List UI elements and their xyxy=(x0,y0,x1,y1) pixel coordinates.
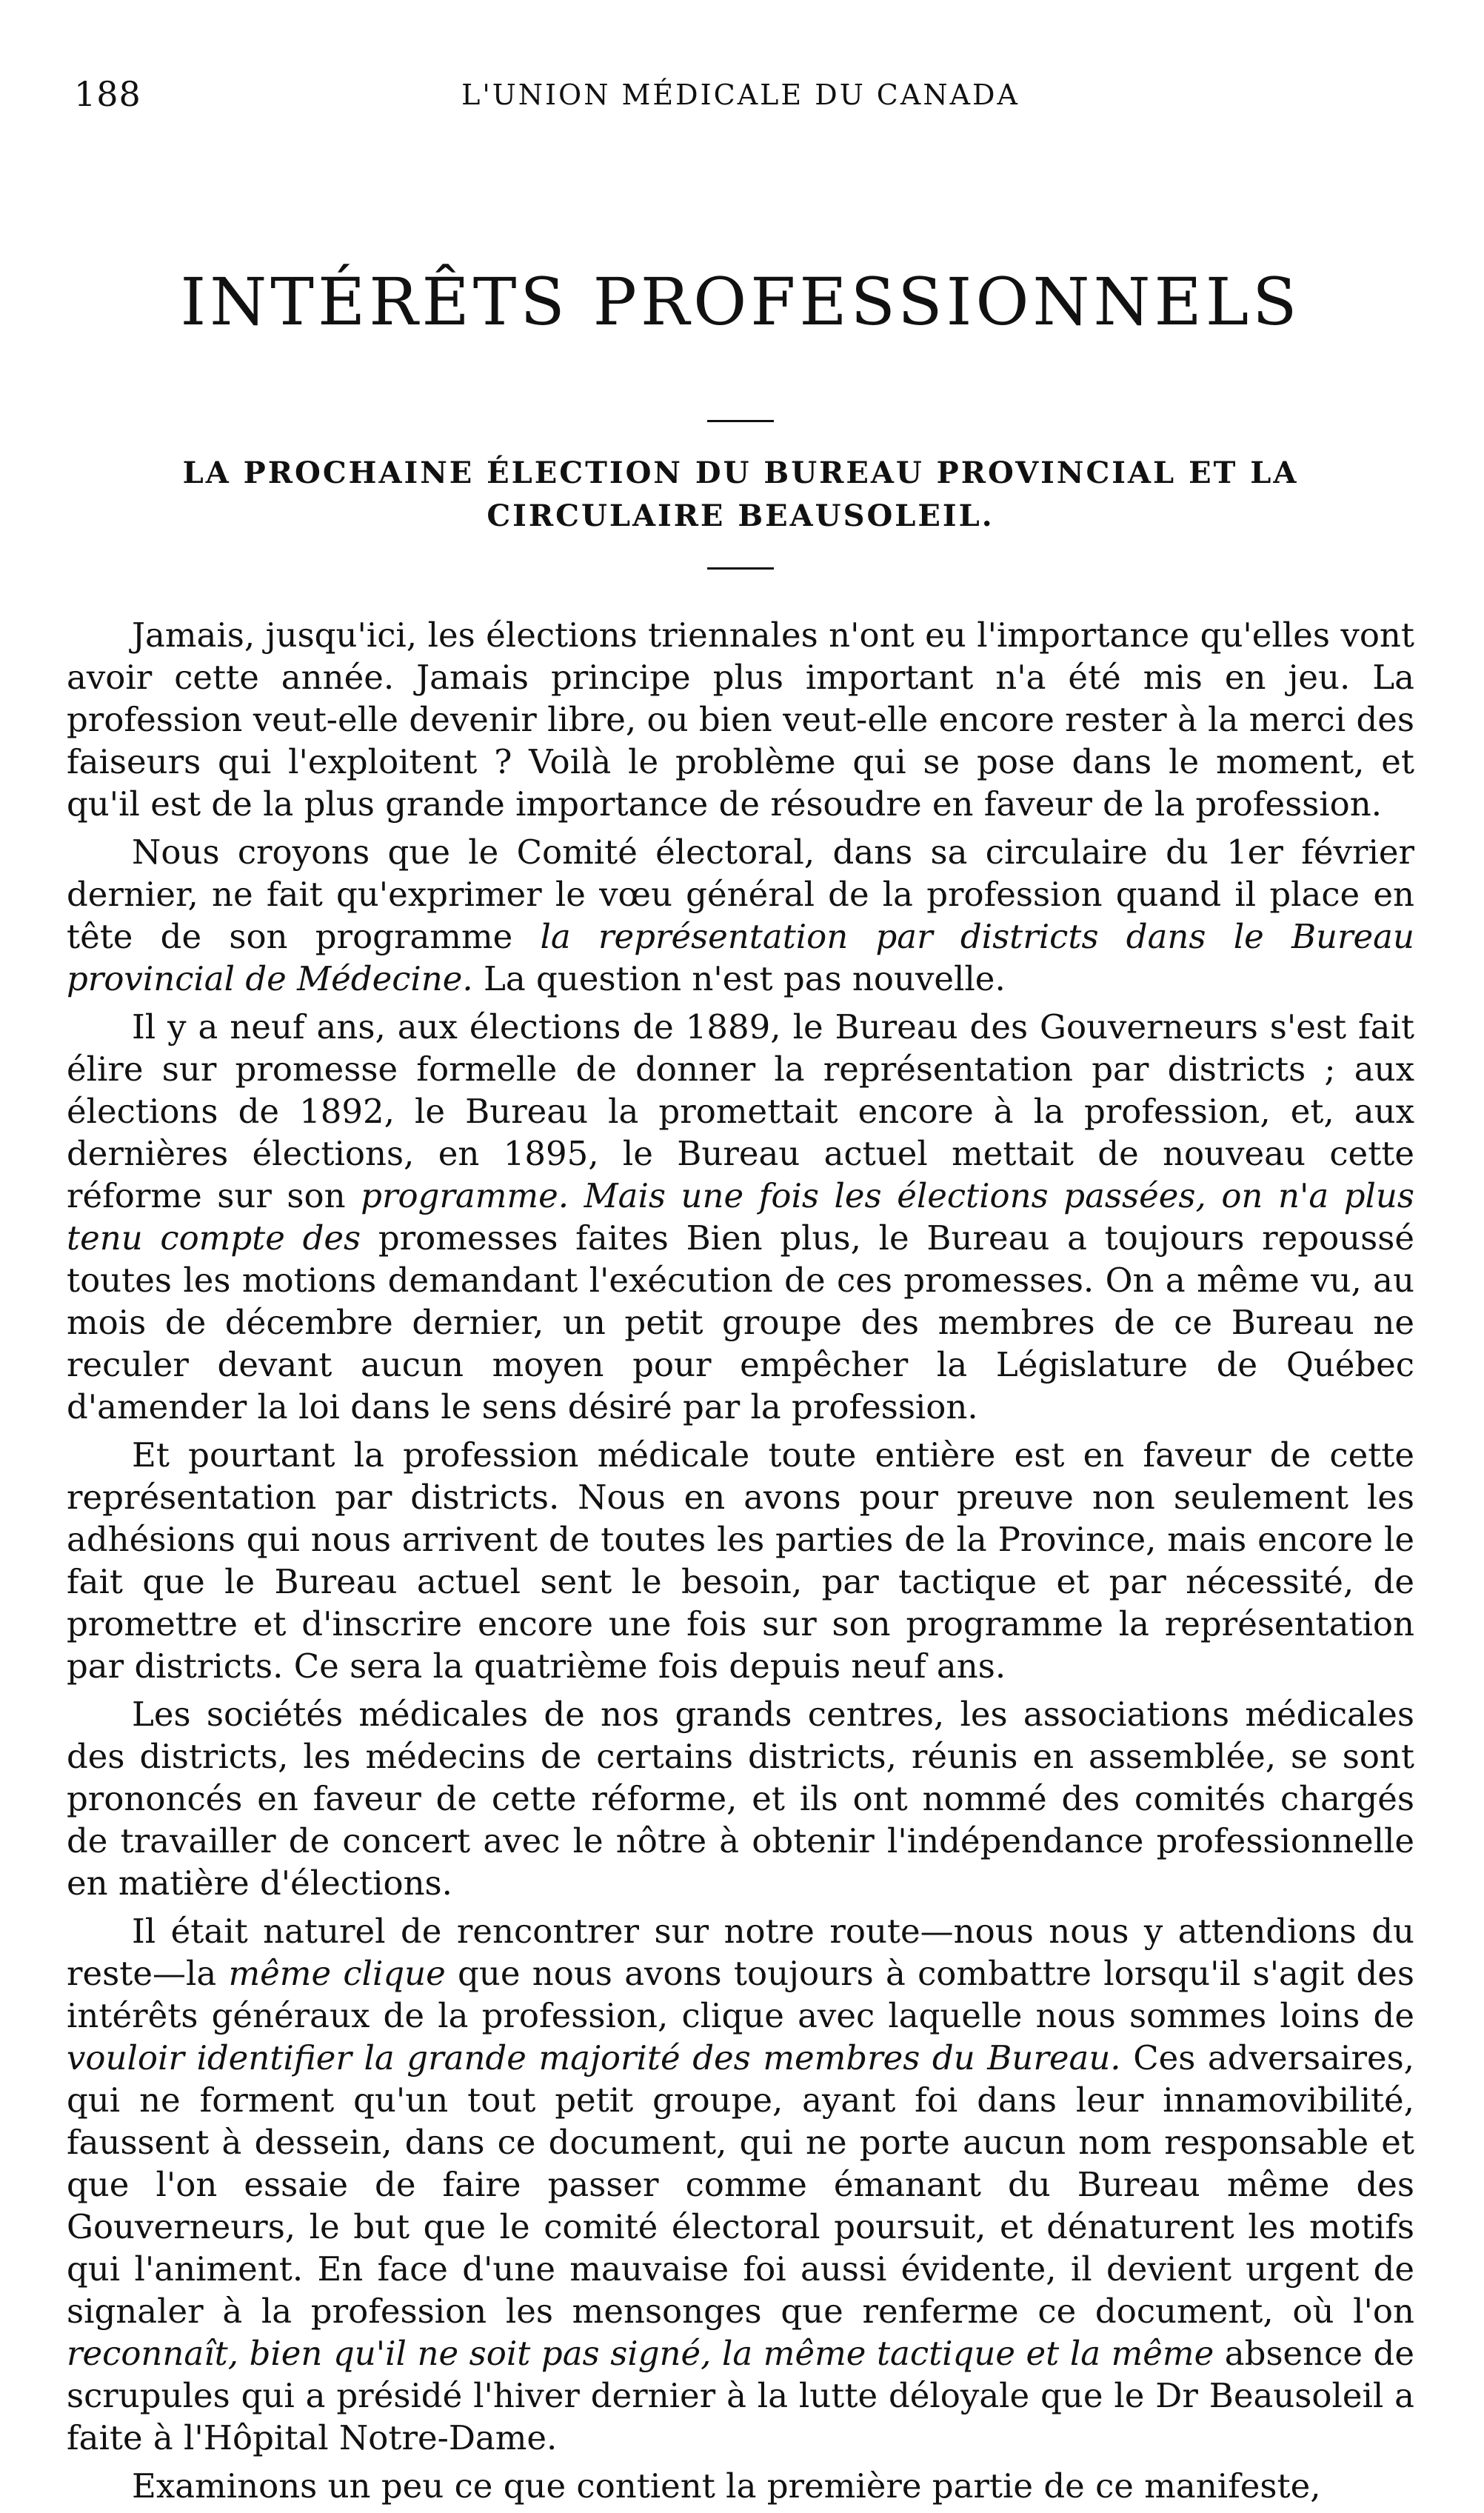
paragraph-6-emphasis-1: même clique xyxy=(228,1953,446,1993)
paragraph-1: Jamais, jusqu'ici, les élections triennales n'ont eu l'importance qu'elles vont avoir cette année. Jamais principe plus important n'a été mis en jeu. La profession veut-elle devenir libre, ou bien veut-elle encore rester à la merci des faiseurs qui l'exploitent ? Voilà le problème qui se pose dans le moment, et qu'il est de la plus grande importance de résoudre en faveur de la profession. xyxy=(67,615,1414,824)
paragraph-3-text-b: promesses faites Bien plus, le Bureau a toujours repoussé toutes les motions demandant l'exécution de ces promesses. On a même vu, au mois de décembre dernier, un petit groupe des membres de ce Bureau ne reculer devant aucun moyen pour empêcher la Législature de Québec d'amender la loi dans le sens désiré par la profession. xyxy=(67,1218,1414,1426)
paragraph-4: Et pourtant la profession médicale toute entière est en faveur de cette représentation par districts. Nous en avons pour preuve non seulement les adhésions qui nous arrivent de toutes les parties de la Province, mais encore le fait que le Bureau actuel sent le besoin, par tactique et par nécessité, de promettre et d'inscrire encore une fois sur son programme la représentation par districts. Ce sera la quatrième fois depuis neuf ans. xyxy=(67,1435,1414,1686)
paragraph-2-emphasis: la représentation par districts dans le Bureau provincial de Médecine. xyxy=(67,916,1414,998)
section-title: INTÉRÊTS PROFESSIONNELS xyxy=(180,264,1301,340)
paragraph-3-emphasis: programme. Mais une fois les élections passées, on n'a plus tenu compte des xyxy=(67,1175,1414,1258)
paragraph-3 xyxy=(67,1006,1414,1428)
paragraph-6-emphasis-2: vouloir identifier la grande majorité des membres du Bureau. xyxy=(67,2038,1121,2078)
subtitle-divider xyxy=(707,567,774,570)
paragraph-3-text-a: Il y a neuf ans, aux élections de 1889, le Bureau des Gouverneurs s'est fait élire sur promesse formelle de donner la représentation par districts ; aux élections de 1892, le Bureau la promettait encore à la profession, et, aux dernières élections, en 1895, le Bureau actuel mettait de nouveau cette réforme sur son xyxy=(67,1007,1414,1215)
paragraph-5: Les sociétés médicales de nos grands centres, les associations médicales des districts, les médecins de certains districts, réunis en assemblée, se sont prononcés en faveur de cette réforme, et ils ont nommé des comités chargés de travailler de concert avec le nôtre à obtenir l'indépendance professionnelle en matière d'élections. xyxy=(67,1694,1414,1903)
document-page xyxy=(67,74,1414,2513)
page-number: 188 xyxy=(74,74,141,114)
paragraph-6-text-c: Ces adversaires, qui ne forment qu'un tout petit groupe, ayant foi dans leur innamovibilité, faussent à dessein, dans ce document, qui ne porte aucun nom responsable et que l'on essaie de faire passer comme émanant du Bureau même des Gouverneurs, le but que le comité électoral poursuit, et dénaturent les motifs qui l'animent. En face d'une mauvaise foi aussi évidente, il devient urgent de signaler à la profession les mensonges que renferme ce document, où l'on xyxy=(67,2038,1414,2331)
paragraph-2-text-a: Nous croyons que le Comité électoral, dans sa circulaire du 1er février dernier, ne fait qu'exprimer le vœu général de la profession quand il place en tête de son programme xyxy=(67,832,1414,956)
title-divider xyxy=(707,420,774,422)
paragraph-6-emphasis-3: reconnaît, bien qu'il ne soit pas signé, la même tactique et la même xyxy=(67,2333,1214,2373)
paragraph-6-text-d: absence de scrupules qui a présidé l'hiver dernier à la lutte déloyale que le Dr Beausoleil a faite à l'Hôpital Notre-Dame. xyxy=(67,2333,1414,2457)
paragraph-6-text-a: Il était naturel de rencontrer sur notre route—nous nous y attendions du reste—la xyxy=(67,1911,1414,1993)
article-body xyxy=(67,614,1414,2507)
paragraph-2 xyxy=(67,831,1414,1000)
article-subtitle: LA PROCHAINE ÉLECTION DU BUREAU PROVINCIAL ET LA CIRCULAIRE BEAUSOLEIL. xyxy=(182,455,1299,533)
paragraph-7: Examinons un peu ce que contient la première partie de ce manifeste, xyxy=(132,2466,1321,2506)
journal-title: L'UNION MÉDICALE DU CANADA xyxy=(461,79,1020,111)
paragraph-6-text-b: que nous avons toujours à combattre lorsqu'il s'agit des intérêts généraux de la profession, clique avec laquelle nous sommes loins de xyxy=(67,1953,1414,2035)
running-head xyxy=(67,74,1414,126)
paragraph-2-text-b: La question n'est pas nouvelle. xyxy=(472,958,1006,998)
paragraph-6 xyxy=(67,1910,1414,2459)
